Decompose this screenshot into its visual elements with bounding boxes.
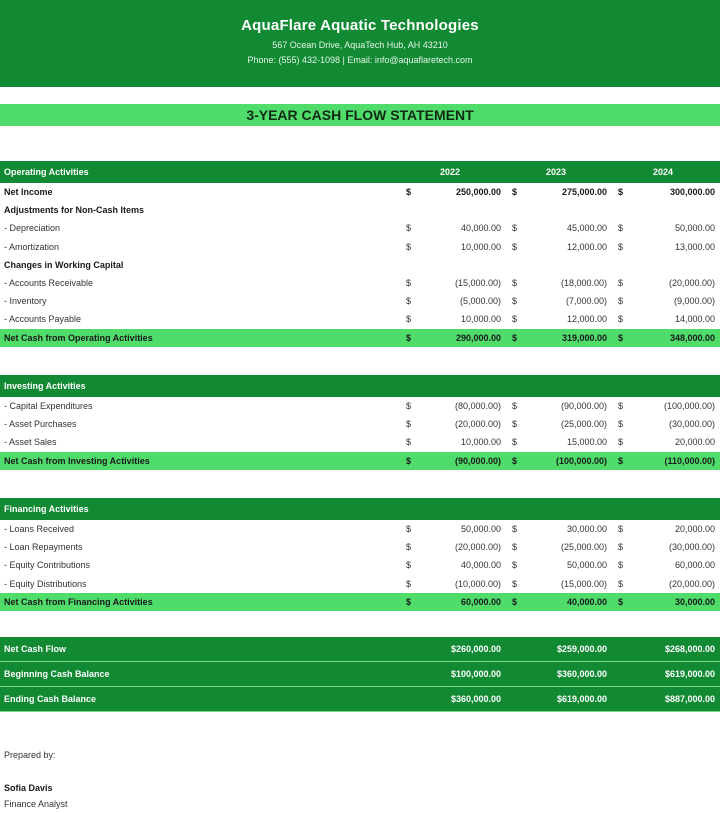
summary-label: Net Cash Flow	[4, 644, 67, 654]
value-2022: $360,000.00	[450, 694, 501, 704]
financing-header-row	[0, 498, 720, 520]
row-label: - Asset Purchases	[4, 419, 77, 430]
value-2022: 50,000.00	[460, 524, 501, 534]
value-2024: $268,000.00	[664, 644, 715, 654]
table-row	[0, 575, 720, 593]
row-label: - Amortization	[4, 241, 60, 252]
table-row	[0, 310, 720, 328]
value-2023: 275,000.00	[561, 187, 607, 197]
value-2023: (15,000.00)	[560, 578, 607, 589]
currency-symbol: $	[406, 277, 412, 288]
value-2022: 10,000.00	[460, 437, 501, 448]
currency-symbol: $	[512, 296, 518, 307]
currency-symbol: $	[618, 578, 624, 589]
value-2024: (110,000.00)	[664, 455, 715, 466]
currency-symbol: $	[512, 332, 518, 343]
value-2024: (20,000.00)	[668, 277, 715, 288]
row-label: - Asset Sales	[4, 437, 57, 448]
currency-symbol: $	[406, 578, 412, 589]
value-2023: 45,000.00	[566, 223, 607, 234]
value-2024: (30,000.00)	[668, 542, 715, 553]
table-row	[0, 274, 720, 292]
currency-symbol: $	[406, 401, 412, 411]
value-2024: 20,000.00	[674, 524, 715, 534]
table-row	[0, 201, 720, 219]
value-2023: 40,000.00	[566, 596, 607, 607]
value-2022: (10,000.00)	[454, 578, 501, 589]
value-2022: 40,000.00	[460, 560, 501, 571]
currency-symbol: $	[512, 277, 518, 288]
value-2024: (9,000.00)	[673, 296, 715, 307]
table-row	[0, 433, 720, 451]
year-2023-heading: 2023	[546, 167, 567, 177]
currency-symbol: $	[512, 542, 518, 553]
currency-symbol: $	[512, 401, 518, 411]
value-2023: 319,000.00	[561, 332, 607, 343]
company-name: AquaFlare Aquatic Technologies	[241, 17, 479, 34]
table-row	[0, 292, 720, 310]
operating-heading: Operating Activities	[4, 167, 89, 177]
currency-symbol: $	[618, 401, 624, 411]
currency-symbol: $	[406, 296, 412, 307]
table-row	[0, 415, 720, 433]
table-row	[0, 520, 720, 538]
currency-symbol: $	[618, 296, 624, 307]
currency-symbol: $	[618, 187, 624, 197]
currency-symbol: $	[618, 223, 624, 234]
table-row	[0, 397, 720, 415]
table-row	[0, 256, 720, 274]
total-row	[0, 593, 720, 611]
company-header	[0, 0, 720, 87]
operating-section	[0, 161, 720, 347]
currency-symbol: $	[406, 332, 412, 343]
row-label: - Inventory	[4, 296, 47, 307]
row-label: - Loans Received	[4, 524, 75, 534]
value-2024: (20,000.00)	[668, 578, 715, 589]
currency-symbol: $	[618, 524, 624, 534]
currency-symbol: $	[618, 596, 624, 607]
currency-symbol: $	[406, 560, 412, 571]
value-2022: $100,000.00	[450, 669, 501, 679]
company-contact: Phone: (555) 432-1098 | Email: info@aquaflaretech.com	[247, 55, 473, 65]
financing-section	[0, 498, 720, 611]
row-label: - Capital Expenditures	[4, 401, 93, 411]
currency-symbol: $	[512, 524, 518, 534]
row-label: Net Income	[4, 187, 53, 197]
currency-symbol: $	[512, 596, 518, 607]
currency-symbol: $	[406, 223, 412, 234]
currency-symbol: $	[406, 542, 412, 553]
value-2022: 290,000.00	[455, 332, 501, 343]
investing-header-row	[0, 375, 720, 397]
value-2024: $887,000.00	[664, 694, 715, 704]
currency-symbol: $	[512, 578, 518, 589]
currency-symbol: $	[618, 455, 624, 466]
row-label: - Accounts Receivable	[4, 277, 94, 288]
row-label: - Depreciation	[4, 223, 61, 234]
working-capital-label: Changes in Working Capital	[4, 259, 124, 270]
value-2024: (30,000.00)	[668, 419, 715, 430]
value-2024: (100,000.00)	[663, 401, 715, 411]
summary-row	[0, 662, 720, 687]
currency-symbol: $	[406, 596, 412, 607]
year-2024-heading: 2024	[653, 167, 674, 177]
table-row	[0, 183, 720, 201]
value-2022: (5,000.00)	[459, 296, 501, 307]
year-2022-heading: 2022	[440, 167, 461, 177]
value-2022: (15,000.00)	[454, 277, 501, 288]
total-label: Net Cash from Operating Activities	[4, 332, 153, 343]
value-2022: (20,000.00)	[454, 542, 501, 553]
value-2022: 40,000.00	[460, 223, 501, 234]
preparer-role: Finance Analyst	[4, 799, 68, 809]
value-2023: 50,000.00	[566, 560, 607, 571]
currency-symbol: $	[618, 419, 624, 430]
value-2024: 300,000.00	[669, 187, 715, 197]
cash-summary	[0, 637, 720, 712]
value-2022: 250,000.00	[455, 187, 501, 197]
summary-label: Beginning Cash Balance	[4, 669, 110, 679]
currency-symbol: $	[512, 455, 518, 466]
value-2022: 10,000.00	[460, 314, 501, 325]
value-2023: $619,000.00	[556, 694, 607, 704]
summary-label: Ending Cash Balance	[4, 694, 97, 704]
adjustments-label: Adjustments for Non-Cash Items	[4, 205, 145, 216]
value-2022: 60,000.00	[460, 596, 501, 607]
currency-symbol: $	[618, 437, 624, 448]
table-row	[0, 556, 720, 574]
currency-symbol: $	[406, 419, 412, 430]
currency-symbol: $	[618, 332, 624, 343]
currency-symbol: $	[512, 223, 518, 234]
prepared-by-label: Prepared by:	[4, 750, 56, 760]
investing-heading: Investing Activities	[4, 381, 86, 391]
row-label: - Accounts Payable	[4, 314, 82, 325]
value-2023: $259,000.00	[556, 644, 607, 654]
row-label: - Loan Repayments	[4, 542, 83, 553]
value-2022: (20,000.00)	[454, 419, 501, 430]
value-2024: 14,000.00	[674, 314, 715, 325]
table-row	[0, 238, 720, 256]
currency-symbol: $	[512, 419, 518, 430]
value-2024: 13,000.00	[674, 241, 715, 252]
value-2023: 12,000.00	[566, 314, 607, 325]
operating-header-row	[0, 161, 720, 183]
currency-symbol: $	[512, 437, 518, 448]
currency-symbol: $	[406, 524, 412, 534]
value-2024: 20,000.00	[674, 437, 715, 448]
table-row	[0, 538, 720, 556]
currency-symbol: $	[406, 241, 412, 252]
row-label: - Equity Contributions	[4, 560, 91, 571]
value-2023: (18,000.00)	[560, 277, 607, 288]
currency-symbol: $	[618, 314, 624, 325]
financing-heading: Financing Activities	[4, 504, 89, 514]
value-2022: (80,000.00)	[454, 401, 501, 411]
value-2023: (90,000.00)	[560, 401, 607, 411]
total-label: Net Cash from Investing Activities	[4, 455, 150, 466]
company-address: 567 Ocean Drive, AquaTech Hub, AH 43210	[272, 40, 448, 50]
total-row	[0, 452, 720, 470]
value-2022: 10,000.00	[460, 241, 501, 252]
value-2023: 15,000.00	[566, 437, 607, 448]
value-2023: 12,000.00	[566, 241, 607, 252]
currency-symbol: $	[406, 455, 412, 466]
currency-symbol: $	[512, 314, 518, 325]
currency-symbol: $	[618, 277, 624, 288]
currency-symbol: $	[406, 437, 412, 448]
total-label: Net Cash from Financing Activities	[4, 596, 153, 607]
value-2024: 60,000.00	[674, 560, 715, 571]
investing-section	[0, 375, 720, 470]
value-2023: $360,000.00	[556, 669, 607, 679]
value-2024: 348,000.00	[669, 332, 715, 343]
statement-title: 3-YEAR CASH FLOW STATEMENT	[0, 104, 720, 126]
value-2024: $619,000.00	[664, 669, 715, 679]
currency-symbol: $	[618, 241, 624, 252]
value-2024: 30,000.00	[674, 596, 715, 607]
summary-row	[0, 687, 720, 712]
value-2023: (25,000.00)	[560, 419, 607, 430]
currency-symbol: $	[512, 187, 518, 197]
value-2024: 50,000.00	[674, 223, 715, 234]
value-2023: (7,000.00)	[565, 296, 607, 307]
currency-symbol: $	[618, 542, 624, 553]
currency-symbol: $	[406, 314, 412, 325]
row-label: - Equity Distributions	[4, 578, 87, 589]
currency-symbol: $	[512, 560, 518, 571]
value-2023: (25,000.00)	[560, 542, 607, 553]
table-row	[0, 219, 720, 237]
value-2022: (90,000.00)	[454, 455, 501, 466]
value-2023: (100,000.00)	[555, 455, 607, 466]
currency-symbol: $	[512, 241, 518, 252]
currency-symbol: $	[406, 187, 412, 197]
total-row	[0, 329, 720, 347]
currency-symbol: $	[618, 560, 624, 571]
value-2023: 30,000.00	[566, 524, 607, 534]
preparer-name: Sofia Davis	[4, 783, 53, 793]
summary-row	[0, 637, 720, 662]
value-2022: $260,000.00	[450, 644, 501, 654]
